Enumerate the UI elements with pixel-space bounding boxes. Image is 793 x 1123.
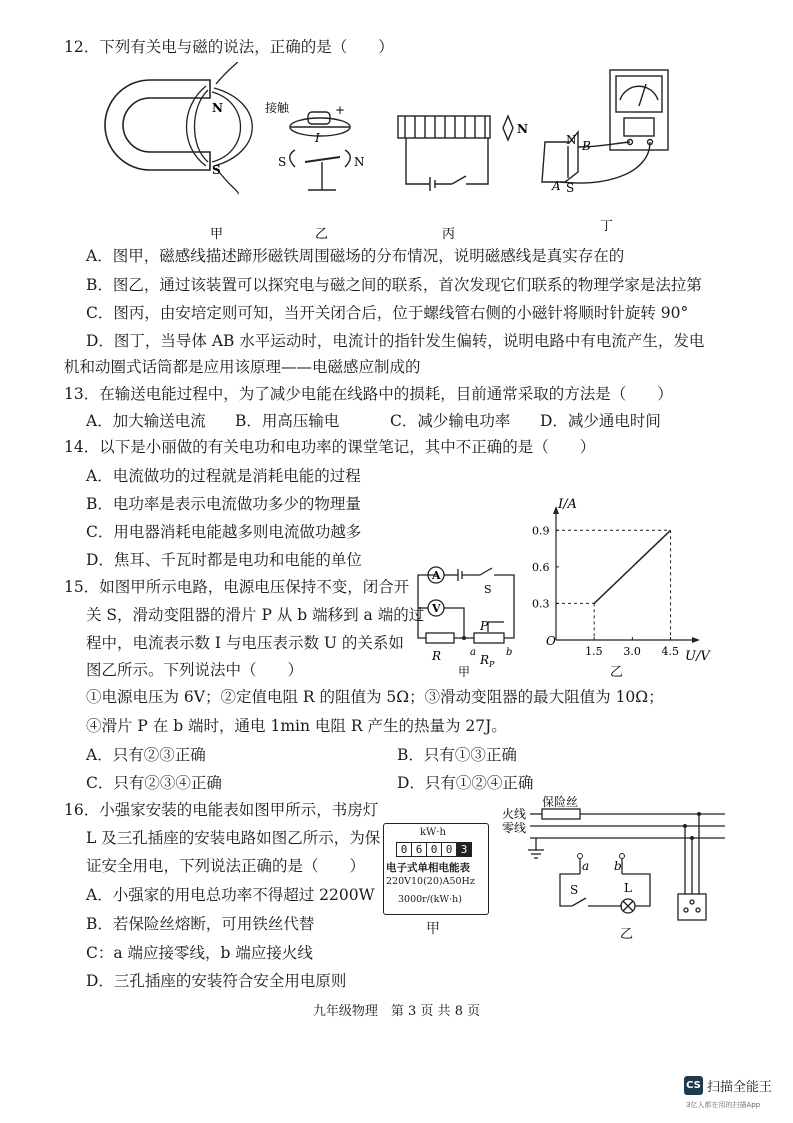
q15-chart	[520, 490, 715, 680]
meter-digit: 0	[397, 843, 412, 856]
q16-option-c: C：a 端应接零线，b 端应接火线	[86, 944, 313, 962]
q15-statement-2: ④滑片 P 在 b 端时，通电 1min 电阻 R 产生的热量为 27J。	[86, 717, 507, 735]
q12-option-c: C．图丙，由安培定则可知，当开关闭合后，位于螺线管右侧的小磁针将顺时针旋转 90°	[86, 304, 689, 322]
q13-stem: 13．在输送电能过程中，为了减少电能在线路中的损耗，目前通常采取的方法是（ ）	[64, 385, 673, 403]
figure-jia-horseshoe-magnet	[105, 62, 252, 194]
meter-line3: 3000r/(kW·h)	[398, 894, 462, 905]
q16-meter-caption: 甲	[426, 921, 440, 937]
chart-origin: O	[546, 634, 556, 648]
fig-ding-B: B	[582, 139, 591, 153]
wiring-a: a	[582, 859, 590, 873]
q13-option-c: C．减少输电功率	[390, 412, 511, 430]
q15-ammeter-A: A	[432, 569, 441, 582]
fig-jia-S: S	[212, 163, 221, 177]
q15-option-a: A．只有②③正确	[86, 746, 206, 764]
q13-option-b: B．用高压输电	[235, 412, 340, 430]
q15-stem-line4: 图乙所示。下列说法中（ ）	[86, 661, 304, 679]
q16-option-a: A．小强家的用电总功率不得超过 2200W	[86, 886, 375, 904]
q13-option-d: D．减少通电时间	[540, 412, 661, 430]
q12-stem: 12．下列有关电与磁的说法，正确的是（ ）	[64, 38, 394, 56]
chart-x-tick-label: 3.0	[623, 645, 641, 658]
wiring-huoxian: 火线	[502, 807, 527, 821]
q16-stem-line3: 证安全用电，下列说法正确的是（ ）	[86, 857, 366, 875]
fig-ding-S: S	[566, 181, 575, 195]
wiring-fuse: 保险丝	[542, 795, 579, 809]
q14-option-b: B．电功率是表示电流做功多少的物理量	[86, 495, 361, 513]
fig-yi-jiechu: 接触	[265, 101, 290, 115]
chart-x-tick-label: 4.5	[661, 645, 680, 658]
q15-rheostat-R: R	[480, 653, 490, 667]
q12-figures	[90, 62, 710, 242]
q15-resistor-R: R	[432, 649, 442, 663]
meter-digit: 6	[412, 843, 427, 856]
q15-stem-line1: 15．如图甲所示电路，电源电压保持不变，闭合开	[64, 578, 410, 596]
chart-ylabel: I/A	[558, 497, 577, 512]
q12-option-b: B．图乙，通过该装置可以探究电与磁之间的联系，首次发现它们联系的物理学家是法拉第	[86, 276, 702, 294]
q16-option-b: B．若保险丝熔断，可用铁丝代替	[86, 915, 315, 933]
meter-line1: 电子式单相电能表	[386, 862, 470, 874]
q16-option-d: D．三孔插座的安装符合安全用电原则	[86, 972, 347, 990]
q14-stem: 14．以下是小丽做的有关电功和电功率的课堂笔记，其中不正确的是（ ）	[64, 438, 596, 456]
q12-option-d: D．图丁，当导体 AB 水平运动时，电流计的指针发生偏转，说明电路中有电流产生，发电	[86, 332, 705, 350]
figure-yi-oersted	[290, 112, 351, 190]
camscanner-tagline: 3亿人都在用的扫描App	[686, 1101, 761, 1109]
caption-jia: 甲	[210, 227, 224, 242]
caption-bing: 丙	[442, 227, 456, 242]
meter-digit-decimal: 3	[457, 843, 471, 856]
camscanner-logo: CS	[684, 1076, 703, 1095]
fig-yi-I: I	[315, 131, 320, 145]
q16-energy-meter	[383, 823, 489, 915]
caption-ding: 丁	[600, 219, 614, 234]
fig-yi-N: N	[354, 155, 365, 169]
q15-circuit-jia	[408, 560, 528, 680]
chart-xlabel: U/V	[685, 649, 710, 664]
meter-line2: 220V10(20)A50Hz	[386, 876, 475, 887]
fig-bing-N: N	[517, 122, 528, 136]
chart-y-tick-label: 0.6	[532, 560, 550, 574]
q16-stem-line2: L 及三孔插座的安装电路如图乙所示，为保	[86, 829, 381, 847]
meter-digit: 0	[427, 843, 442, 856]
q15-circuit-caption: 甲	[458, 665, 471, 679]
fig-ding-A: A	[552, 179, 561, 193]
q12-option-a: A．图甲，磁感线描述蹄形磁铁周围磁场的分布情况，说明磁感线是真实存在的	[86, 247, 625, 265]
q15-option-d: D．只有①②④正确	[397, 774, 534, 792]
q15-voltmeter-V: V	[432, 602, 441, 615]
meter-digits	[396, 842, 472, 857]
fig-yi-plus: +	[335, 103, 346, 117]
fig-yi-S: S	[278, 155, 287, 169]
chart-x-tick-label: 1.5	[585, 645, 603, 658]
q15-end-a: a	[470, 647, 476, 658]
wiring-L: L	[624, 881, 632, 895]
q15-statement-1: ①电源电压为 6V；②定值电阻 R 的阻值为 5Ω；③滑动变阻器的最大阻值为 10Ω；	[86, 688, 664, 706]
q16-stem-line1: 16．小强家安装的电能表如图甲所示，书房灯	[64, 801, 379, 819]
q15-rheostat-sub: P	[489, 660, 495, 669]
meter-unit: kW·h	[420, 827, 446, 838]
q15-switch-S: S	[484, 583, 492, 596]
chart-y-tick-label: 0.9	[532, 524, 550, 538]
fig-jia-N: N	[212, 101, 223, 115]
wiring-lingxian: 零线	[502, 821, 527, 835]
fig-ding-N: N	[566, 133, 577, 147]
chart-series-line	[594, 530, 670, 603]
chart-caption: 乙	[610, 665, 624, 680]
q14-option-c: C．用电器消耗电能越多则电流做功越多	[86, 523, 362, 541]
chart-y-tick-label: 0.3	[532, 597, 550, 611]
q14-option-d: D．焦耳、千瓦时都是电功和电能的单位	[86, 551, 362, 569]
q12-option-d-cont: 机和动圈式话筒都是应用该原理——电磁感应制成的	[64, 358, 421, 376]
camscanner-name: 扫描全能王	[707, 1080, 773, 1095]
wiring-S: S	[570, 883, 579, 897]
wiring-b: b	[614, 859, 622, 873]
q15-slider-P: P	[480, 619, 489, 633]
q14-option-a: A．电流做功的过程就是消耗电能的过程	[86, 467, 361, 485]
q15-option-c: C．只有②③④正确	[86, 774, 222, 792]
q13-option-a: A．加大输送电流	[86, 412, 206, 430]
figure-ding-galvanometer	[542, 70, 668, 183]
q15-stem-line3: 程中，电流表示数 I 与电压表示数 U 的关系如	[86, 634, 404, 652]
wiring-caption: 乙	[620, 927, 634, 942]
figure-bing-solenoid	[398, 116, 513, 191]
page-footer: 九年级物理 第 3 页 共 8 页	[312, 1004, 481, 1019]
caption-yi: 乙	[315, 227, 329, 242]
chart-x-arrow	[692, 637, 700, 643]
q15-stem-line2: 关 S，滑动变阻器的滑片 P 从 b 端移到 a 端的过	[86, 606, 425, 624]
q15-option-b: B．只有①③正确	[397, 746, 517, 764]
q16-wiring-diagram	[500, 794, 730, 944]
q15-end-b: b	[506, 647, 513, 658]
meter-digit: 0	[442, 843, 457, 856]
